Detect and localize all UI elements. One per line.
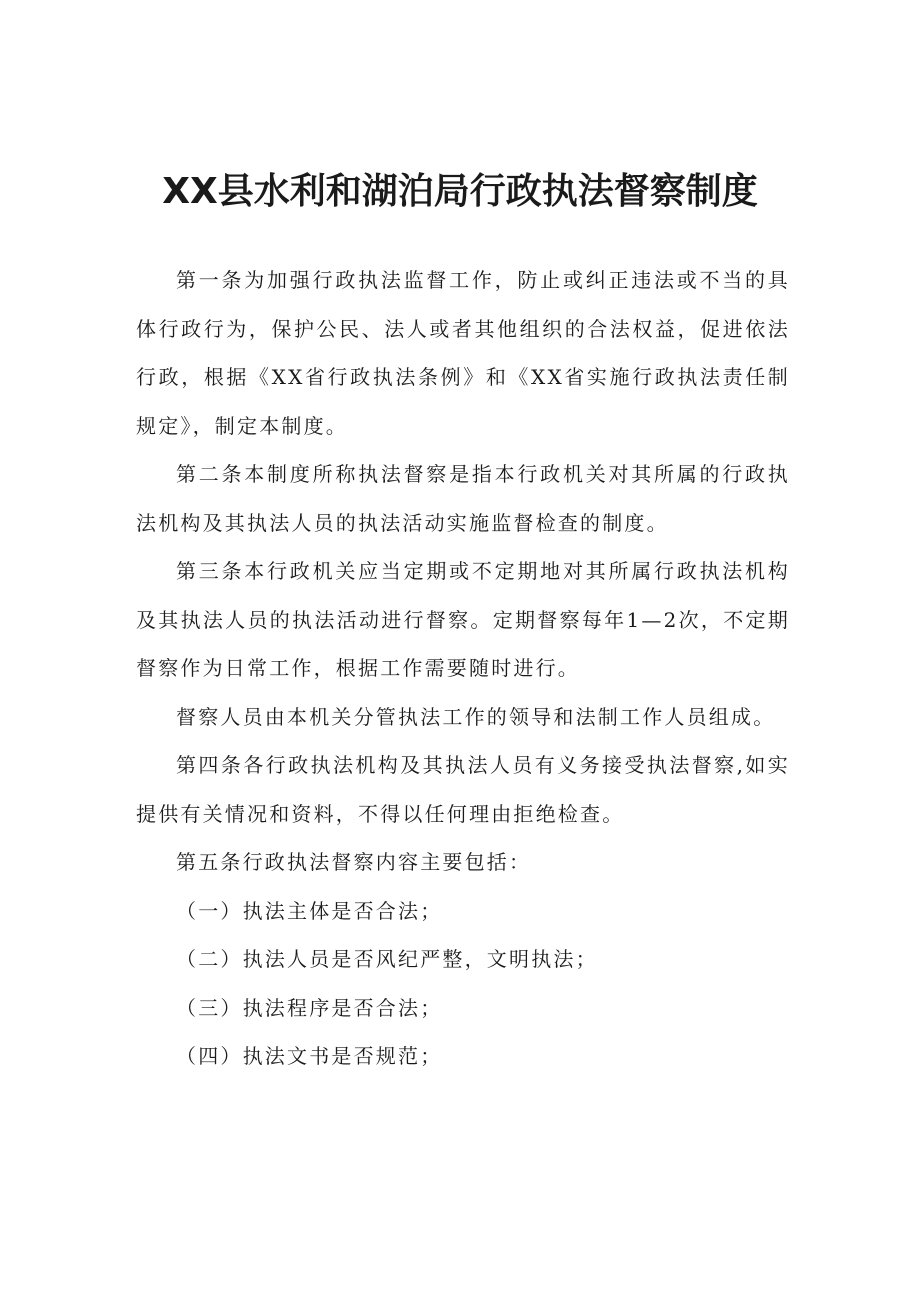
paragraph-article-5: 第五条行政执法督察内容主要包括： bbox=[176, 850, 532, 874]
paragraph-article-4: 第四条各行政执法机构及其执法人员有义务接受执法督察,如实提供有关情况和资料，不得以任何理由拒绝检查。 bbox=[136, 753, 790, 826]
list-item-3: （三）执法程序是否合法； bbox=[176, 995, 443, 1020]
paragraph-inspectors: 督察人员由本机关分管执法工作的领导和法制工作人员组成。 bbox=[176, 704, 776, 729]
list-item-2: （二）执法人员是否风纪严整，文明执法； bbox=[176, 947, 598, 971]
document-body bbox=[136, 256, 790, 1081]
paragraph-article-3: 第三条本行政机关应当定期或不定期地对其所属行政执法机构及其执法人员的执法活动进行督察。定期督察每年1—2次，不定期督察作为日常工作，根据工作需要随时进行。 bbox=[136, 559, 790, 680]
paragraph-article-1: 第一条为加强行政执法监督工作，防止或纠正违法或不当的具体行政行为，保护公民、法人或者其他组织的合法权益，促进依法行政，根据《XX省行政执法条例》和《XX省实施行政执法责任制规定》，制定本制度。 bbox=[136, 268, 790, 438]
document-title: XX县水利和湖泊局行政执法督察制度 bbox=[162, 171, 758, 212]
list-item-1: （一）执法主体是否合法； bbox=[176, 898, 443, 923]
list-item-4: （四）执法文书是否规范； bbox=[176, 1044, 443, 1068]
paragraph-article-2: 第二条本制度所称执法督察是指本行政机关对其所属的行政执法机构及其执法人员的执法活动实施监督检查的制度。 bbox=[136, 462, 790, 535]
